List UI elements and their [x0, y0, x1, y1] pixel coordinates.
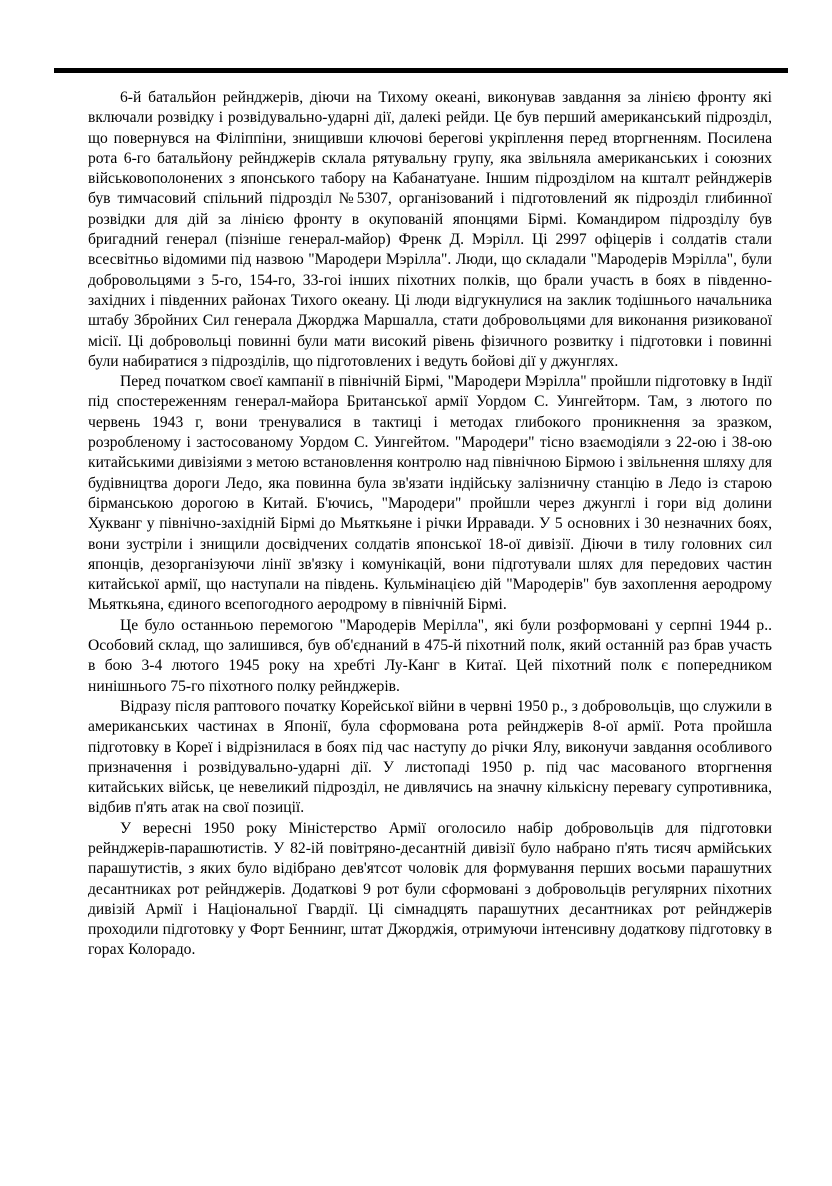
paragraph-2: Перед початком своєї кампанії в північній Бірмі, "Мародери Мэрілла" пройшли підготовку в Індії під спостереженням генерал-майора Британської армії Уордом С. Уингейторм. Там, з лютого по червень 1943 г, вони тренувалися в тактиці і методах глибокого проникнення за зразком, розробленому і застосованому Уордом С. Уингейтом. "Мародери" тісно взаємодіяли з 22-ою і 38-ою китайськими дивізіями з метою встановлення контролю над північною Бірмою і звільнення шляху для будівництва дороги Ледо, яка повинна була зв'язати індійську залізничну станцію в Ледо із старою бірманською дорогою в Китай. Б'ючись, "Мародери" пройшли через джунглі і гори від долини Хукванг у північно-західній Бірмі до Мьяткьяне і річки Ирравади. У 5 основних і 30 незначних боях, вони зустріли і знищили досвідчених солдатів японської 18-ої дивізії. Діючи в тилу головних сил японців, дезорганізуючи лінії зв'язку і комунікацій, вони підготували шлях для передових частин китайської армії, що наступали на південь. Кульмінацією дій "Мародерів" був захоплення аеродрому Мьяткьяна, єдиного всепогодного аеродрому в північній Бірмі.	[88, 373, 772, 614]
body-text	[88, 88, 772, 961]
header-rule	[54, 68, 788, 73]
paragraph-1: 6-й батальйон рейнджерів, діючи на Тихому океані, виконував завдання за лінією фронту які включали розвідку і розвідувально-ударні дії, далекі рейди. Це був перший американський підрозділ, що повернувся на Філіппіни, знищивши ключові берегові укріплення перед вторгненням. Посилена рота 6-го батальйону рейнджерів склала рятувальну групу, яка звільняла американських і союзних військовополонених з японського табору на Кабанатуане. Іншим підрозділом на кшталт рейнджерів був тимчасовий спільний підрозділ №5307, організований і підготовлений як підрозділ глибинної розвідки для дій за лінією фронту в окупованій японцями Бірмі. Командиром підрозділу був бригадний генерал (пізніше генерал-майор) Френк Д. Мэрілл. Ці 2997 офіцерів і солдатів стали всесвітньо відомими під назвою "Мародери Мэрілла". Люди, що складали "Мародерів Мэрілла", були добровольцями з 5-го, 154-го, 33-гоі інших піхотних полків, що брали участь в боях в південно-західних і південних районах Тихого океану. Ці люди відгукнулися на заклик тодішнього начальника штабу Збройних Сил генерала Джорджа Маршалла, стати добровольцями для виконання ризикованої місії. Ці добровольці повинні були мати високий рівень фізичного розвитку і підготовки і повинні були набиратися з підрозділів, що підготовлених і ведуть бойові дії у джунглях.	[88, 89, 772, 370]
paragraph-5: У вересні 1950 року Міністерство Армії оголосило набір добровольців для підготовки рейнджерів-парашютистів. У 82-ій повітряно-десантній дивізії було набрано п'ять тисяч армійських парашутистів, з яких було відібрано дев'ятсот чоловік для формування перших восьми парашутних десантниках рот рейнджерів. Додаткові 9 рот були сформовані з добровольців регулярних піхотних дивізій Армії і Національної Гвардії. Ці сімнадцять парашутних десантниках рот рейнджерів проходили підготовку у Форт Беннинг, штат Джорджія, отримуючи інтенсивну додаткову підготовку в горах Колорадо.	[88, 819, 772, 959]
paragraph-3: Це було останньою перемогою "Мародерів Мерілла", які були розформовані у серпні 1944 р.. Особовий склад, що залишився, був об'єднаний в 475-й піхотний полк, який останній раз брав участь в бою 3-4 лютого 1945 року на хребті Лу-Канг в Китаї. Цей піхотний полк є попередником нинішнього 75-го піхотного полку рейнджерів.	[88, 616, 772, 695]
paragraph-4: Відразу після раптового початку Корейської війни в червні 1950 р., з добровольців, що служили в американських частинах в Японії, була сформована рота рейнджерів 8-ої армії. Рота пройшла підготовку в Кореї і відрізнилася в боях під час наступу до річки Ялу, виконучи завдання особливого призначення і розвідувально-ударні дії. У листопаді 1950 р. під час масованого вторгнення китайських військ, це невеликий підрозділ, не дивлячись на значну кількісну перевагу супротивника, відбив п'ять атак на свої позиції.	[88, 697, 772, 817]
